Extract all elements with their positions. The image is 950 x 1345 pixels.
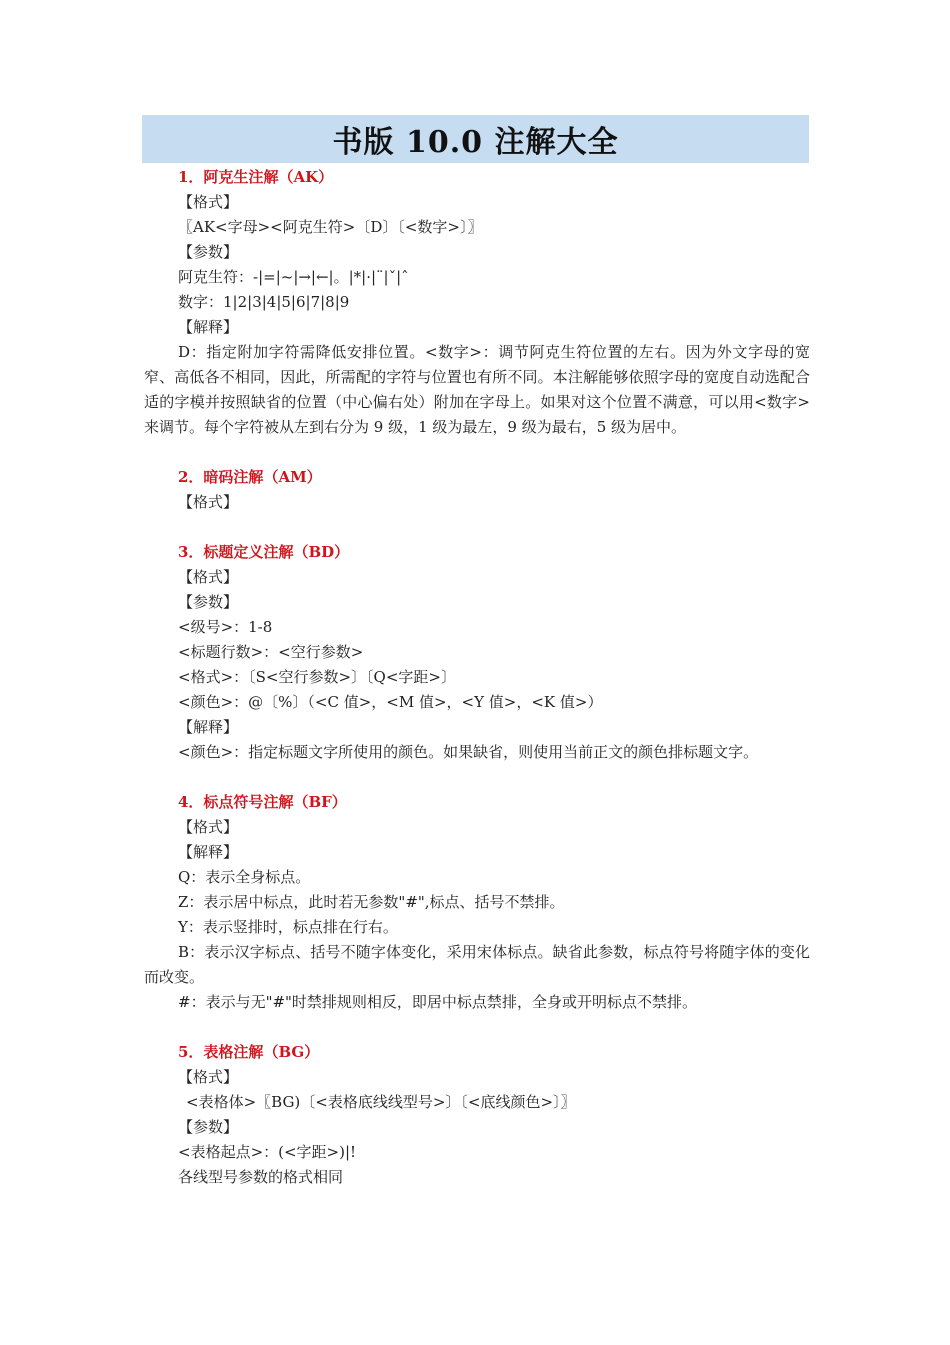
section-heading-ak: 1．阿克生注解（AK） xyxy=(178,168,334,186)
param-line: <表格起点>：(<字距>)|! xyxy=(178,1143,357,1161)
explanation-paragraph: D：指定附加字符需降低安排位置。<数字>：调节阿克生符位置的左右。因为外文字母的宽窄、高低各不相同，因此，所需配的字符与位置也有所不同。本注解能够依照字母的宽度自动选配合适的字模并按照缺省的位置（中心偏右处）附加在字母上。如果对这个位置不满意，可以用<数字>来调节。每个字符被从左到右分为 9 级，1 级为最左，9 级为最右，5 级为居中。 xyxy=(144,343,810,436)
label-explain: 【解释】 xyxy=(178,843,239,861)
explanation-paragraph: B：表示汉字标点、括号不随字体变化，采用宋体标点。缺省此参数，标点符号将随字体的变化而改变。 xyxy=(144,943,810,986)
explanation-line: <颜色>：指定标题文字所使用的颜色。如果缺省，则使用当前正文的颜色排标题文字。 xyxy=(178,743,759,761)
label-format: 【格式】 xyxy=(178,1068,239,1086)
label-params: 【参数】 xyxy=(178,1118,239,1136)
param-line: <格式>：〔S<空行参数>〕〔Q<字距>〕 xyxy=(178,668,456,686)
format-line: <表格体>〖BG)〔<表格底线线型号>〕〔<底线颜色>〕〗 xyxy=(186,1093,576,1111)
section-heading-bg: 5．表格注解（BG） xyxy=(178,1043,320,1061)
param-line: <级号>：1-8 xyxy=(178,618,273,636)
section-heading-am: 2．暗码注解（AM） xyxy=(178,468,322,486)
document-title: 书版 10.0 注解大全 xyxy=(332,125,619,160)
section-heading-bd: 3．标题定义注解（BD） xyxy=(178,543,350,561)
label-format: 【格式】 xyxy=(178,493,239,511)
explanation-line: #：表示与无"#"时禁排规则相反，即居中标点禁排，全身或开明标点不禁排。 xyxy=(178,993,697,1011)
document-body xyxy=(144,165,810,1190)
explanation-line: Q：表示全身标点。 xyxy=(178,868,311,886)
label-params: 【参数】 xyxy=(178,593,239,611)
explanation-line: Y：表示竖排时，标点排在行右。 xyxy=(178,918,398,936)
title-banner xyxy=(142,115,809,163)
format-line: 〖AK<字母><阿克生符>〔D〕〔<数字>〕〗 xyxy=(178,218,483,236)
label-params: 【参数】 xyxy=(178,243,239,261)
param-line: 数字：1|2|3|4|5|6|7|8|9 xyxy=(178,293,350,311)
param-line: <标题行数>：<空行参数> xyxy=(178,643,364,661)
param-line: <颜色>：@〔%〕（<C 值>，<M 值>，<Y 值>，<K 值>） xyxy=(178,693,603,711)
explanation-line: Z：表示居中标点，此时若无参数"#",标点、括号不禁排。 xyxy=(178,893,565,911)
param-line: 各线型号参数的格式相同 xyxy=(178,1168,344,1186)
section-heading-bf: 4．标点符号注解（BF） xyxy=(178,793,347,811)
label-format: 【格式】 xyxy=(178,193,239,211)
label-explain: 【解释】 xyxy=(178,318,239,336)
label-explain: 【解释】 xyxy=(178,718,239,736)
label-format: 【格式】 xyxy=(178,568,239,586)
param-line: 阿克生符：-|=|~|→|←|。|*|·|¨|ˇ|ˆ xyxy=(178,268,409,286)
label-format: 【格式】 xyxy=(178,818,239,836)
